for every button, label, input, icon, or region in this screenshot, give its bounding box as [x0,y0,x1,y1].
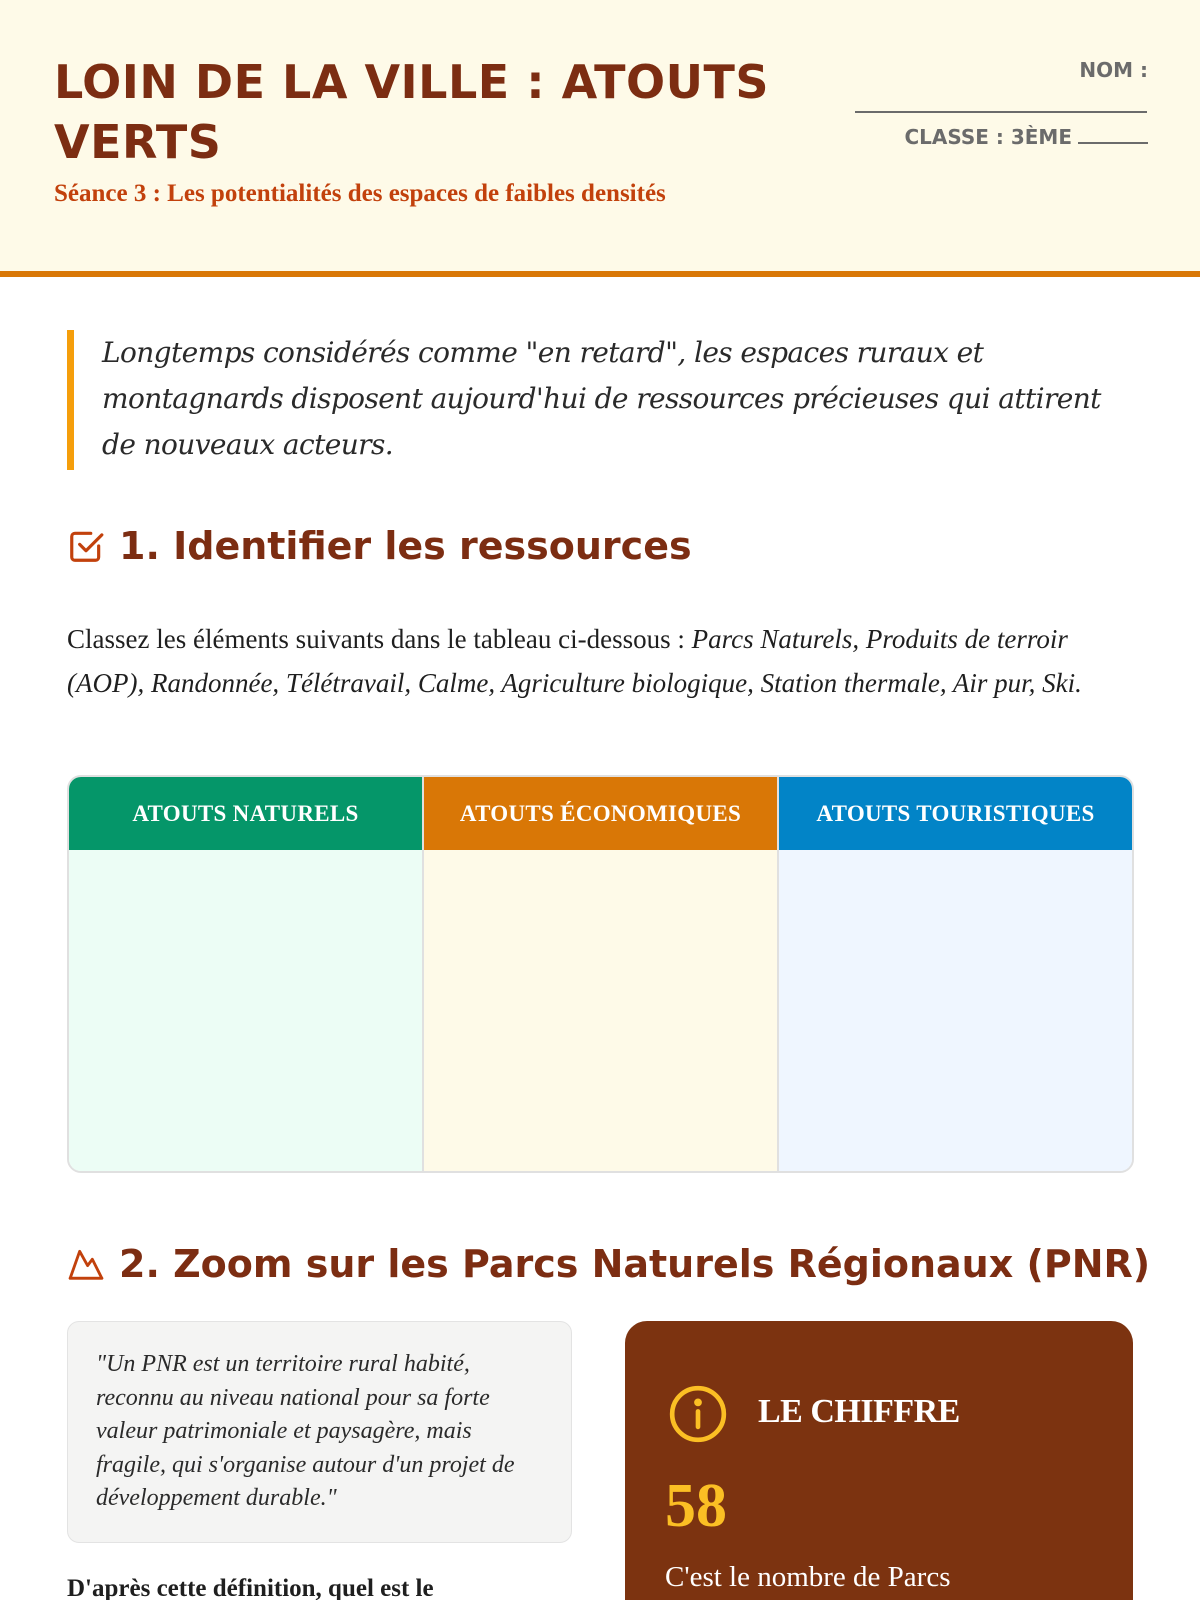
column-header: ATOUTS TOURISTIQUES [779,777,1132,850]
page-header [0,0,1200,277]
classe-blank[interactable] [1078,124,1148,144]
classe-label: CLASSE : 3ÈME [904,125,1072,149]
page-subtitle: Séance 3 : Les potentialités des espaces de faibles densités [54,180,666,207]
nom-field[interactable] [855,111,1147,113]
answer-cell[interactable] [779,850,1132,1171]
column-atouts-touristiques [777,777,1132,1171]
column-atouts-naturels [69,777,422,1171]
fact-box [625,1321,1133,1600]
intro-quote: Longtemps considérés comme "en retard", les espaces ruraux et montagnards disposent aujourd'hui de ressources précieuses qui attirent de nouveaux acteurs. [67,330,1137,470]
instruction-items: Parcs Naturels, Produits de terroir (AOP), Randonnée, Télétravail, Calme, Agriculture biologique, Station thermale, Air pur, Ski. [67,624,1082,698]
section-1-instruction [67,618,1147,705]
pnr-definition-quote: "Un PNR est un territoire rural habité, reconnu au niveau national pour sa forte valeur patrimoniale et paysagère, mais fragile, qui s'organise autour d'un projet de développement durable." [67,1321,572,1543]
instruction-prefix: Classez les éléments suivants dans le tableau ci-dessous : [67,624,685,654]
fact-label: LE CHIFFRE [758,1393,960,1430]
section-1-title: 1. Identifier les ressources [119,524,692,568]
nom-label: NOM : [1079,58,1148,82]
section-2-heading [67,1242,1150,1286]
section-2-title: 2. Zoom sur les Parcs Naturels Régionaux (PNR) [119,1242,1151,1286]
column-atouts-economiques [422,777,777,1171]
page-title: LOIN DE LA VILLE : ATOUTS VERTS [54,55,770,169]
section-1-heading [67,524,692,568]
fact-number: 58 [665,1472,727,1540]
mountain-icon [67,1245,105,1283]
classe-field[interactable] [904,124,1148,149]
answer-cell[interactable] [424,850,777,1171]
column-header: ATOUTS NATURELS [69,777,422,850]
info-icon [667,1383,729,1445]
classification-table [67,775,1134,1173]
column-header: ATOUTS ÉCONOMIQUES [424,777,777,850]
pnr-question: D'après cette définition, quel est le [67,1575,434,1600]
fact-description: C'est le nombre de Parcs [665,1561,951,1593]
answer-cell[interactable] [69,850,422,1171]
checkbox-icon [67,527,105,565]
